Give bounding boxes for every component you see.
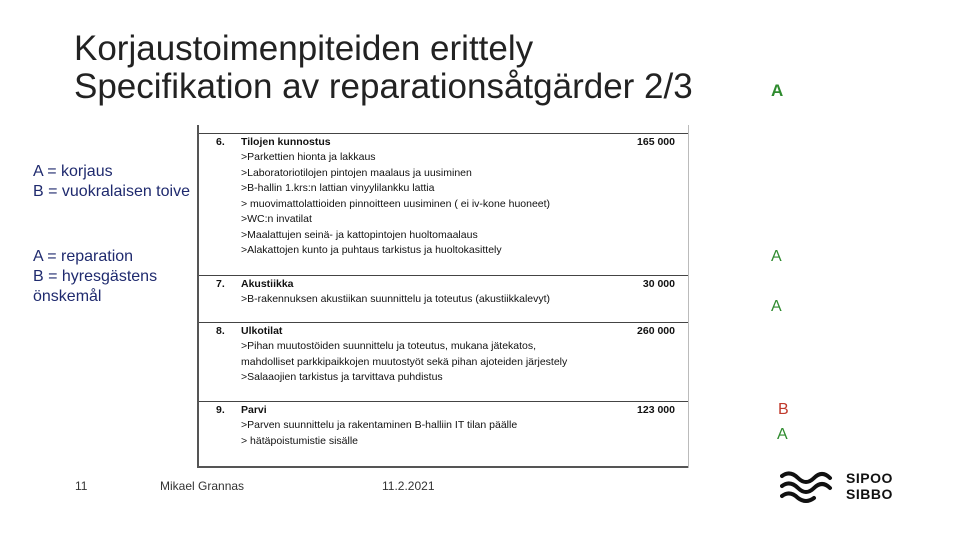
legend-sv-b: B = hyresgästens önskemål (33, 268, 158, 305)
row-amount: 260 000 (637, 325, 675, 337)
list-item: >Laboratoriotilojen pintojen maalaus ja uusiminen (241, 166, 472, 179)
row-title: Tilojen kunnostus (241, 136, 331, 148)
mark-row9-a: A (777, 426, 788, 443)
legend-fi-b: B = vuokralaisen toive (33, 183, 190, 200)
legend-fi-a: A = korjaus (33, 163, 113, 180)
list-item: >Maalattujen seinä- ja kattopintojen huoltomaalaus (241, 228, 478, 241)
row-number: 8. (216, 325, 225, 337)
row-amount: 30 000 (642, 278, 675, 290)
list-item: >WC:n invatilat (241, 213, 312, 225)
row-header (199, 133, 688, 150)
legend-swedish (33, 247, 193, 307)
row-header (199, 275, 688, 292)
row-number: 7. (216, 278, 225, 290)
row-number: 6. (216, 136, 225, 148)
list-item: >Parkettien hionta ja lakkaus (241, 151, 376, 163)
row-title: Ulkotilat (241, 325, 283, 337)
table-row (199, 133, 688, 259)
title-marker: A (771, 81, 784, 100)
logo-line-fi: SIPOO (846, 470, 893, 486)
table-row (199, 275, 688, 308)
list-item: >B-hallin 1.krs:n lattian vinyylilankku lattia (241, 182, 435, 194)
list-item: >Pihan muutostöiden suunnittelu ja toteutus, mukana jätekatos, (241, 340, 537, 352)
row-amount: 123 000 (637, 404, 675, 416)
repair-table (197, 125, 689, 468)
list-item: >Alakattojen kunto ja puhtaus tarkistus ja huoltokasittely (241, 244, 502, 256)
row-title: Akustiikka (241, 278, 294, 290)
sipoo-logo (780, 468, 910, 504)
list-item: > muovimattolattioiden pinnoitteen uusiminen ( ei iv-kone huoneet) (241, 197, 551, 210)
table-bottom-rule (199, 466, 688, 468)
list-item: >Parven suunnittelu ja rakentaminen B-halliin IT tilan päälle (241, 419, 518, 431)
row-amount: 165 000 (637, 136, 675, 148)
table-row (199, 401, 688, 449)
row-header (199, 401, 688, 418)
row-items (199, 339, 688, 386)
page-number: 11 (75, 479, 88, 493)
title-line-fi: Korjaustoimenpiteiden erittely (74, 29, 534, 68)
row-header (199, 322, 688, 339)
logo-line-sv: SIBBO (846, 486, 893, 502)
row-number: 9. (216, 404, 225, 416)
list-item: >Salaaojien tarkistus ja tarvittava puhdistus (241, 371, 443, 383)
list-item: > hätäpoistumistie sisälle (241, 434, 359, 447)
legend-finnish (33, 162, 193, 202)
sipoo-wave-logo-icon (780, 468, 840, 504)
title-line-sv: Specifikation av reparationsåtgärder 2/3 (74, 67, 693, 106)
mark-row6: A (771, 248, 782, 265)
logo-text (846, 470, 893, 502)
list-item: >B-rakennuksen akustiikan suunnittelu ja toteutus (akustiikkalevyt) (241, 293, 551, 305)
mark-row9-b: B (778, 401, 789, 418)
row-items (199, 150, 688, 259)
table-row (199, 322, 688, 386)
mark-row7: A (771, 298, 782, 315)
footer-date: 11.2.2021 (382, 479, 435, 493)
footer-author: Mikael Grannas (160, 479, 245, 493)
row-items (199, 292, 688, 308)
row-title: Parvi (241, 404, 267, 416)
row-items (199, 418, 688, 449)
legend-sv-a: A = reparation (33, 248, 134, 265)
list-item: mahdolliset parkkipaikkojen muutostyöt sekä pihan ajoteiden järjestely (241, 355, 568, 368)
slide-title (74, 30, 693, 106)
